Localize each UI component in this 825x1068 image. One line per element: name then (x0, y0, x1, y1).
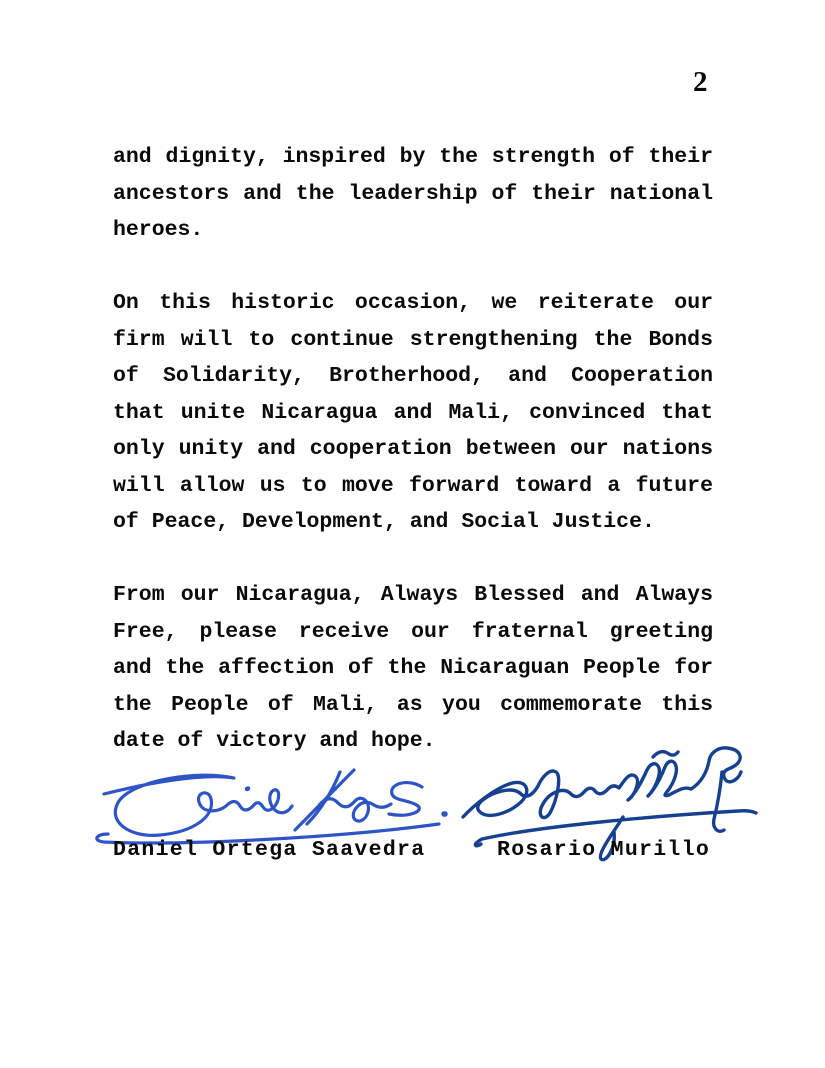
paragraph: and dignity, inspired by the strength of their ancestors and the leadership of their national heroes. (113, 145, 713, 242)
signatory-name-daniel-ortega: Daniel Ortega Saavedra (113, 838, 426, 862)
paragraph: On this historic occasion, we reiterate our firm will to continue strengthening the Bonds of Solidarity, Brotherhood, and Cooperation that unite Nicaragua and Mali, convinced that only unity and cooperation between our nations will allow us to move forward toward a future of Peace, Development, and Social Justice. (113, 291, 713, 534)
signature-ink-daniel-ortega (85, 750, 453, 852)
signatory-name-rosario-murillo: Rosario Murillo (497, 838, 711, 862)
signature-strokes (97, 770, 445, 843)
page-number: 2 (693, 66, 708, 98)
paragraph: From our Nicaragua, Always Blessed and Always Free, please receive our fraternal greeting and the affection of the Nicaraguan People for the People of Mali, as you commemorate this date of victory and hope. (113, 583, 713, 753)
letter-body (113, 139, 713, 796)
